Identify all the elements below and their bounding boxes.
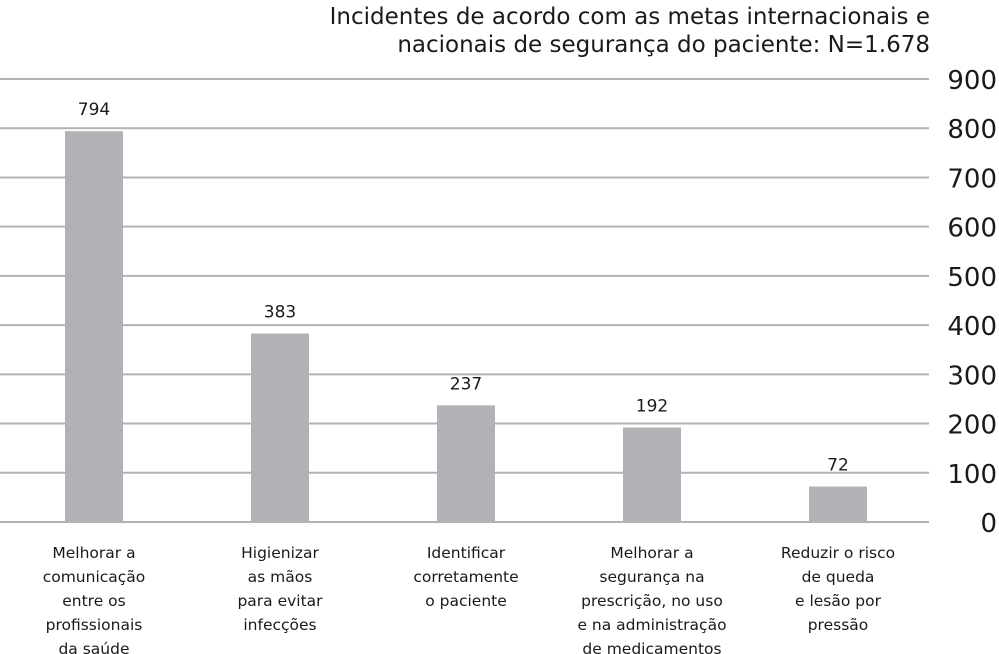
category-label-1-line-1: Melhorar a bbox=[52, 544, 136, 562]
category-label-2-line-2: as mãos bbox=[247, 568, 313, 586]
y-tick-label-800: 800 bbox=[947, 115, 997, 146]
data-label-5: 72 bbox=[827, 455, 849, 476]
y-tick-label-700: 700 bbox=[947, 164, 997, 195]
category-label-4-line-5: de medicamentos bbox=[582, 640, 722, 654]
category-label-2-line-4: infecções bbox=[243, 616, 317, 634]
chart-title bbox=[330, 4, 930, 58]
y-tick-label-0: 0 bbox=[980, 509, 997, 539]
y-tick-label-500: 500 bbox=[947, 262, 997, 293]
category-label-1-line-5: da saúde bbox=[58, 640, 130, 654]
category-label-1-line-2: comunicação bbox=[42, 568, 146, 586]
category-label-1-line-3: entre os bbox=[62, 592, 126, 610]
category-label-5-line-3: e lesão por bbox=[795, 592, 881, 610]
category-label-5-line-1: Reduzir o risco bbox=[780, 544, 896, 562]
category-labels bbox=[43, 544, 895, 654]
bar-4 bbox=[623, 427, 681, 522]
data-label-2: 383 bbox=[263, 302, 297, 323]
category-label-1-line-4: profissionais bbox=[45, 616, 143, 634]
category-label-4 bbox=[577, 544, 726, 654]
data-label-4: 192 bbox=[635, 396, 669, 417]
y-tick-label-300: 300 bbox=[947, 361, 997, 392]
bar-3 bbox=[437, 405, 495, 522]
category-label-5 bbox=[781, 544, 895, 634]
category-label-4-line-4: e na administração bbox=[577, 616, 727, 634]
chart-title-line-2: nacionais de segurança do paciente: N=1.678 bbox=[397, 32, 930, 58]
y-tick-label-400: 400 bbox=[947, 312, 997, 343]
category-label-4-line-2: segurança na bbox=[599, 568, 705, 586]
category-label-5-line-2: de queda bbox=[801, 568, 875, 586]
bar-2 bbox=[251, 333, 309, 522]
data-label-3: 237 bbox=[449, 374, 483, 395]
category-label-4-line-1: Melhorar a bbox=[610, 544, 694, 562]
y-axis-ticks bbox=[947, 66, 997, 539]
bar-1 bbox=[65, 131, 123, 522]
y-tick-label-600: 600 bbox=[947, 213, 997, 244]
bars bbox=[65, 131, 867, 522]
data-label-1: 794 bbox=[77, 100, 111, 121]
y-tick-label-200: 200 bbox=[947, 410, 997, 441]
category-label-3-line-3: o paciente bbox=[425, 592, 507, 610]
category-label-3-line-1: Identificar bbox=[426, 544, 506, 562]
category-label-3-line-2: corretamente bbox=[413, 568, 519, 586]
y-tick-label-900: 900 bbox=[947, 66, 997, 96]
category-label-2-line-1: Higienizar bbox=[241, 544, 319, 562]
y-tick-label-100: 100 bbox=[947, 459, 997, 490]
chart-title-line-1: Incidentes de acordo com as metas internacionais e bbox=[329, 4, 930, 30]
category-label-1 bbox=[43, 544, 146, 654]
category-label-2-line-3: para evitar bbox=[237, 592, 323, 610]
category-label-2 bbox=[237, 544, 323, 634]
category-label-5-line-4: pressão bbox=[807, 616, 869, 634]
category-label-3 bbox=[413, 544, 518, 610]
bar-5 bbox=[809, 487, 867, 522]
category-label-4-line-3: prescrição, no uso bbox=[581, 592, 723, 610]
